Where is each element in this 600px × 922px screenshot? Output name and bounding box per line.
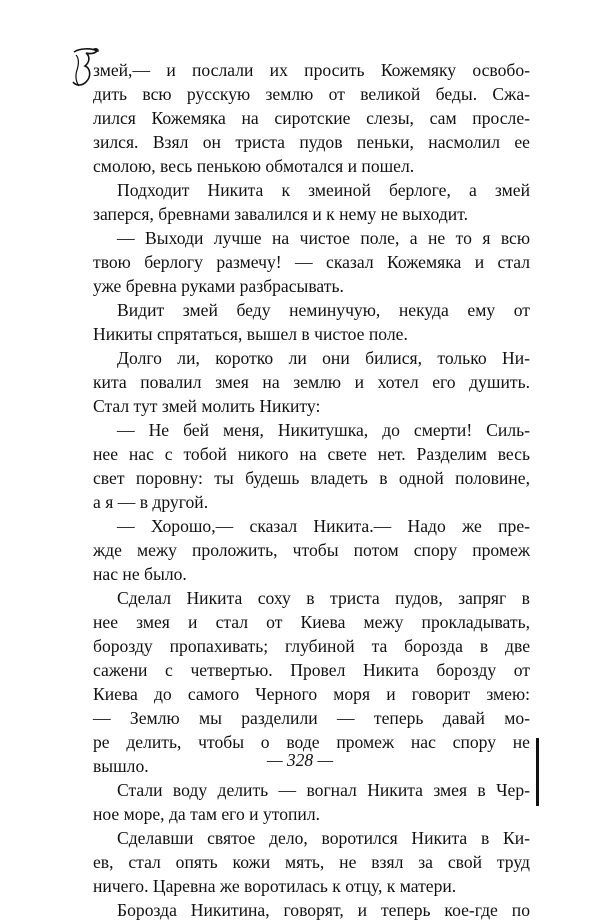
text-line: дить всю русскую землю от великой беды. Сжа- — [93, 84, 530, 104]
text-line: Борозда Никитина, говорят, и теперь кое-где по — [117, 900, 530, 920]
text-line: заперся, бревнами завалился и к нему не выходит. — [93, 204, 468, 224]
text-line: ничего. Царевна же воротилась к отцу, к матери. — [93, 876, 457, 896]
text-line: лился Кожемяка на сиротские слезы, сам просле- — [93, 108, 530, 128]
text-line: Сделавши святое дело, воротился Никита в Ки- — [117, 828, 530, 848]
text-line: ное море, да там его и утопил. — [93, 804, 321, 824]
text-line: смолою, весь пенькою обмотался и пошел. — [93, 156, 415, 176]
text-line: — Не бей меня, Никитушка, до смерти! Силь- — [117, 420, 530, 440]
text-line: зился. Взял он триста пудов пеньки, насмолил ее — [93, 132, 530, 152]
text-line: змей,— и послали их просить Кожемяку освобо- — [93, 60, 530, 80]
text-line: нас не было. — [93, 564, 187, 584]
text-line: ев, стал опять кожи мять, не взял за свой труд — [93, 852, 530, 872]
text-line: — Хорошо,— сказал Никита.— Надо же пре- — [117, 516, 530, 536]
text-line: — Землю мы разделили — теперь давай мо- — [93, 708, 530, 728]
text-line: Киева до самого Черного моря и говорит змею: — [93, 684, 530, 704]
text-line: Долго ли, коротко ли они билися, только Ни- — [117, 348, 530, 368]
page-edge-mark — [536, 738, 539, 806]
text-line: свет поровну: ты будешь владеть в одной половине, — [93, 468, 530, 488]
text-line: твою берлогу размечу! — сказал Кожемяка и стал — [93, 252, 530, 272]
text-line: Стал тут змей молить Никиту: — [93, 396, 321, 416]
text-line: а я — в другой. — [93, 492, 209, 512]
text-line: нее змея и стал от Киева межу прокладывать, — [93, 612, 530, 632]
text-line: борозду пропахивать; глубиной та борозда в две — [93, 636, 530, 656]
text-line: сажени с четвертью. Провел Никита борозду от — [93, 660, 530, 680]
text-line: Никиты спрятаться, вышел в чистое поле. — [93, 324, 408, 344]
story-text — [93, 58, 530, 922]
text-line: Подходит Никита к змеиной берлоге, а змей — [117, 180, 530, 200]
text-line: жде межу проложить, чтобы потом спору промеж — [93, 540, 530, 560]
text-line: нее нас с тобой никого на свете нет. Разделим весь — [93, 444, 530, 464]
text-line: Сделал Никита соху в триста пудов, запряг в — [117, 588, 530, 608]
page-number: — 328 — — [266, 750, 334, 770]
text-line: Стали воду делить — вогнал Никита змея в Чер- — [117, 780, 530, 800]
text-line: Видит змей беду неминучую, некуда ему от — [117, 300, 530, 320]
text-line: — Выходи лучше на чистое поле, а не то я всю — [117, 228, 530, 248]
text-line: ре делить, чтобы о воде промеж нас спору не — [93, 732, 530, 752]
text-line: кита повалил змея на землю и хотел его душить. — [93, 372, 530, 392]
text-line: вышло. — [93, 756, 149, 776]
text-line: уже бревна руками разбрасывать. — [93, 276, 344, 296]
